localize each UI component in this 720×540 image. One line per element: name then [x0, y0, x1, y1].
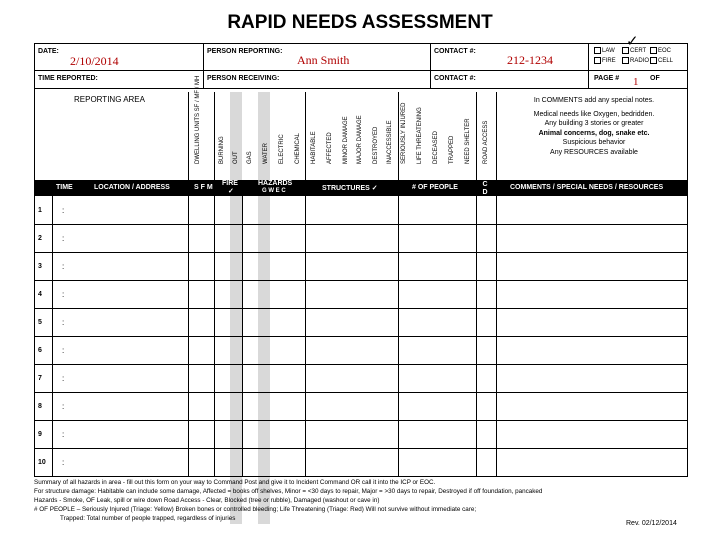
date-field[interactable]: 2/10/2014 — [70, 54, 119, 68]
table-row[interactable] — [34, 196, 688, 225]
rule — [34, 43, 35, 88]
rule — [430, 43, 431, 88]
header-major-damage: MAJOR DAMAGE — [357, 115, 363, 164]
notes-intro: In COMMENTS add any special notes. — [533, 97, 655, 104]
table-row[interactable] — [34, 224, 688, 253]
revision-label: Rev. 02/12/2014 — [626, 520, 677, 527]
footer-line: Hazards - Smoke, OF Leak, spill or wire down Road Access - Clear, Blocked (tree or rubble), Damaged (washout or cave in) — [34, 497, 380, 504]
header-road-access: ROAD ACCESS — [483, 120, 489, 164]
row-number: 6 — [38, 347, 42, 354]
column-hazards-sub: G W E C — [262, 188, 286, 194]
row-number: 2 — [38, 235, 42, 242]
contact-label: CONTACT #: — [434, 48, 476, 55]
table-row[interactable] — [34, 252, 688, 281]
rule — [34, 88, 35, 180]
table-row[interactable] — [34, 308, 688, 337]
column-sfm: S F M — [194, 184, 213, 191]
header-affected: AFFECTED — [327, 132, 333, 164]
table-row[interactable] — [34, 392, 688, 421]
header-out: OUT — [233, 151, 239, 164]
notes-line: Animal concerns, dog, snake etc. — [538, 129, 650, 137]
notes-line: Medical needs like Oxygen, bedridden. — [533, 110, 655, 118]
header-trapped: TRAPPED — [449, 135, 455, 164]
column-hazards: HAZARDS — [258, 180, 293, 187]
column-time: TIME — [56, 184, 73, 191]
header-chemical: CHEMICAL — [295, 132, 301, 164]
checkbox-cell[interactable]: CELL — [650, 57, 673, 64]
column-location: LOCATION / ADDRESS — [94, 184, 170, 191]
table-row[interactable] — [34, 336, 688, 365]
rule — [687, 43, 688, 88]
contact-2-label: CONTACT #: — [434, 75, 476, 82]
time-field[interactable]: : — [62, 290, 65, 299]
rule — [687, 88, 688, 180]
checkbox-eoc[interactable]: EOC — [650, 47, 671, 54]
column-fire-check: ✓ — [228, 188, 234, 195]
checkbox-cert[interactable]: CERT — [622, 47, 646, 54]
footer-line: # OF PEOPLE – Seriously Injured (Triage: Yellow) Broken bones or controlled bleeding; Life Threatening (Triage: Red) Will not survive without immediate care; — [34, 506, 477, 513]
date-label: DATE: — [38, 48, 59, 55]
header-need-shelter: NEED SHELTER — [465, 118, 471, 164]
instructions-notes — [505, 96, 683, 157]
person-receiving-label: PERSON RECEIVING: — [207, 75, 280, 82]
table-row[interactable] — [34, 364, 688, 393]
header-electric: ELECTRIC — [279, 134, 285, 164]
header-habitable: HABITABLE — [311, 131, 317, 164]
page-title: RAPID NEEDS ASSESSMENT — [227, 12, 493, 33]
row-number: 8 — [38, 403, 42, 410]
row-number: 5 — [38, 319, 42, 326]
footer-line: Trapped: Total number of people trapped, regardless of injuries — [60, 515, 236, 522]
contact-field[interactable]: 212-1234 — [507, 53, 553, 67]
table-row[interactable] — [34, 280, 688, 309]
header-dwelling: DWELLING UNITS SF / MF / MH — [195, 75, 201, 164]
column-structures: STRUCTURES ✓ — [322, 185, 378, 192]
row-number: 9 — [38, 431, 42, 438]
header-minor-damage: MINOR DAMAGE — [343, 116, 349, 164]
notes-line: Any RESOURCES available — [550, 148, 638, 156]
reporting-area-label: REPORTING AREA — [74, 95, 145, 104]
rule — [34, 88, 688, 89]
checkbox-radio[interactable]: RADIO — [622, 57, 649, 64]
column-comments: COMMENTS / SPECIAL NEEDS / RESOURCES — [510, 184, 664, 191]
of-label: OF — [650, 75, 660, 82]
person-reporting-label: PERSON REPORTING: — [207, 48, 283, 55]
time-field[interactable]: : — [62, 458, 65, 467]
rule — [34, 476, 688, 477]
rule — [34, 70, 688, 71]
time-field[interactable]: : — [62, 346, 65, 355]
table-row[interactable] — [34, 420, 688, 449]
notes-line: Suspicious behavior — [562, 139, 626, 146]
row-number: 10 — [38, 459, 46, 466]
row-number: 3 — [38, 263, 42, 270]
header-destroyed: DESTROYED — [373, 126, 379, 164]
rule — [34, 43, 688, 44]
column-people: # OF PEOPLE — [412, 184, 458, 191]
header-life-threatening: LIFE THREATENING — [417, 107, 423, 164]
time-field[interactable]: : — [62, 262, 65, 271]
time-field[interactable]: : — [62, 402, 65, 411]
header-gas: GAS — [247, 151, 253, 164]
time-field[interactable]: : — [62, 206, 65, 215]
column-fire: FIRE — [222, 180, 238, 187]
footer-line: Summary of all hazards in area - fill out this form on your way to Command Post and give it to Incident Command OR call it into the ICP or EOC. — [34, 479, 436, 486]
time-field[interactable]: : — [62, 318, 65, 327]
rule — [588, 43, 589, 88]
page-field[interactable]: 1 — [633, 76, 639, 88]
header-seriously-injured: SERIOUSLY INJURED — [401, 102, 407, 164]
checkbox-law[interactable]: LAW — [594, 47, 615, 54]
time-field[interactable]: : — [62, 234, 65, 243]
header-deceased: DECEASED — [433, 130, 439, 164]
row-number: 1 — [38, 207, 42, 214]
header-water: WATER — [263, 143, 269, 164]
checkmark-icon: ✓ — [626, 33, 639, 50]
column-cd: C D — [482, 181, 488, 196]
header-inaccessible: INACCESSIBLE — [387, 120, 393, 164]
checkbox-fire[interactable]: FIRE — [594, 57, 616, 64]
row-number: 7 — [38, 375, 42, 382]
header-burning: BURNING — [219, 136, 225, 164]
time-field[interactable]: : — [62, 430, 65, 439]
time-reported-label: TIME REPORTED: — [38, 75, 98, 82]
page-label: PAGE # — [594, 75, 620, 82]
row-number: 4 — [38, 291, 42, 298]
time-field[interactable]: : — [62, 374, 65, 383]
rule — [203, 43, 204, 88]
notes-line: Any building 3 stories or greater — [544, 120, 644, 127]
table-row[interactable] — [34, 448, 688, 476]
person-reporting-field[interactable]: Ann Smith — [297, 53, 350, 67]
footer-line: For structure damage: Habitable can include some damage, Affected = books off shelves, Minor = <30 days to repair, Major = >30 days to repair, Destroyed if off foundation, pancaked — [34, 488, 543, 495]
